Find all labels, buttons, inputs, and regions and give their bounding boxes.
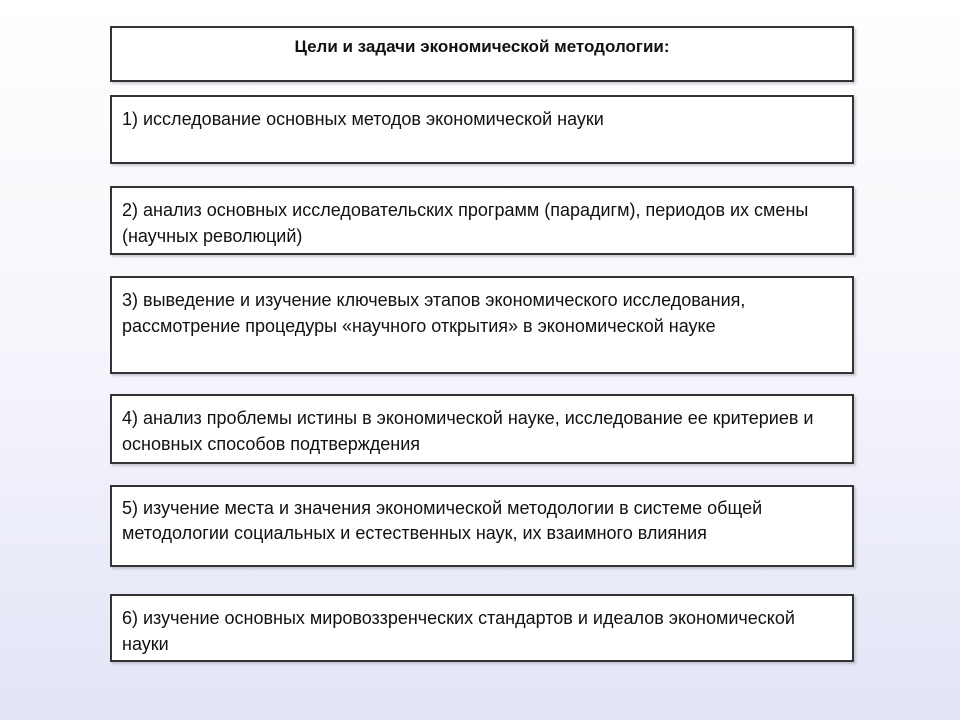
goal-box-1 bbox=[110, 95, 854, 164]
goal-text-1: 1) исследование основных методов экономической науки bbox=[122, 109, 604, 129]
goal-text-5: 5) изучение места и значения экономической методологии в системе общей методологии социальных и естественных наук, их взаимного влияния bbox=[122, 498, 763, 543]
goal-text-2: 2) анализ основных исследовательских программ (парадигм), периодов их смены (научных революций) bbox=[122, 200, 809, 246]
goal-box-3 bbox=[110, 276, 854, 374]
goal-box-4 bbox=[110, 394, 854, 464]
goal-box-6 bbox=[110, 594, 854, 662]
diagram-title-box bbox=[110, 26, 854, 82]
goal-text-4: 4) анализ проблемы истины в экономической науке, исследование ее критериев и основных способов подтверждения bbox=[122, 408, 814, 454]
diagram-title: Цели и задачи экономической методологии: bbox=[294, 37, 670, 56]
goal-box-2 bbox=[110, 186, 854, 255]
goal-box-5 bbox=[110, 485, 854, 567]
goal-text-3: 3) выведение и изучение ключевых этапов экономического исследования, рассмотрение процедуры «научного открытия» в экономической науке bbox=[122, 290, 746, 336]
goal-text-6: 6) изучение основных мировоззренческих стандартов и идеалов экономической науки bbox=[122, 608, 795, 654]
